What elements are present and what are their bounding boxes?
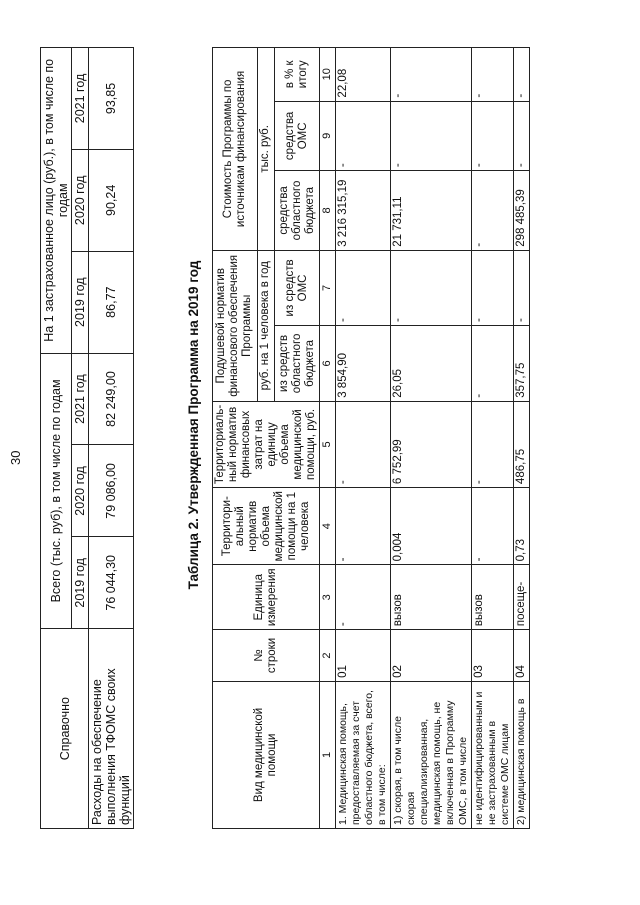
header-cost-oms: средства ОМС [275,101,320,171]
table-row [514,48,530,829]
header-pc-oms: из средств ОМС [275,250,320,325]
header-kind: Вид медицинской помощи [213,681,320,828]
row-pct: - [514,48,530,102]
col-number: 6 [320,326,336,402]
header-cost: Стоимость Программы по источникам финансирования [213,48,258,251]
header-norm-cost: Территориаль-ный норматив финансовых затрат на единицу объема медицинской помощи, руб. [213,401,320,487]
row-kind: не идентифицированным и не застрахованным в системе ОМС лицам [472,681,514,828]
row-no: 01 [336,630,391,682]
year-header: 2019 год [72,537,89,629]
col-number: 9 [320,101,336,171]
col-number: 10 [320,48,336,102]
header-cost-pct: в % к итогу [275,48,320,102]
row-pc-budget: 357,75 [514,326,530,402]
row-kind: 2) медицинская помощь в [514,681,530,828]
table-row [391,48,472,829]
header-row-no: № строки [213,630,320,682]
row-cost-oms: - [391,101,472,171]
row-kind: 1. Медицинская помощь, предоставляемая за счет областного бюджета, всего, в том числе: [336,681,391,828]
row-pct: - [472,48,514,102]
row-pc-oms: - [336,250,391,325]
table-row [472,48,514,829]
header-pc-budget: из средств областного бюджета [275,326,320,402]
row-norm-volume: 0,004 [391,488,472,565]
row-unit: вызов [391,565,472,630]
summary-cell: 90,24 [89,149,134,251]
row-norm-volume: - [336,488,391,565]
col-number: 3 [320,565,336,630]
year-header: 2021 год [72,353,89,445]
year-header: 2020 год [72,445,89,537]
row-cost-oms: - [514,101,530,171]
row-no: 02 [391,630,472,682]
row-cost-budget: 3 216 315,19 [336,171,391,251]
row-pc-oms: - [391,250,472,325]
row-pc-oms: - [514,250,530,325]
row-no: 04 [514,630,530,682]
summary-cell: 86,77 [89,251,134,353]
summary-cell: 82 249,00 [89,353,134,445]
page-number: 30 [8,450,23,465]
row-pct: - [391,48,472,102]
summary-row-label: Расходы на обеспечение выполнения ТФОМС своих функций [89,629,134,829]
table-title: Таблица 2. Утвержденная Программа на 2019 год [186,260,201,590]
row-pc-budget: 3 854,90 [336,326,391,402]
row-pct: 22,08 [336,48,391,102]
summary-cell: 93,85 [89,48,134,150]
row-cost-budget: 21 731,11 [391,171,472,251]
row-norm-cost: - [336,401,391,487]
col-number: 8 [320,171,336,251]
summary-table [40,47,134,829]
col-number: 4 [320,488,336,565]
col-number: 2 [320,630,336,682]
summary-header-total: Всего (тыс. руб), в том числе по годам [41,353,72,629]
row-norm-cost: - [472,401,514,487]
row-cost-oms: - [472,101,514,171]
year-header: 2021 год [72,48,89,150]
col-number: 5 [320,401,336,487]
header-cost-unit: тыс. руб. [257,48,274,251]
col-number: 1 [320,681,336,828]
row-norm-cost: 486,75 [514,401,530,487]
row-pc-oms: - [472,250,514,325]
row-no: 03 [472,630,514,682]
table-row [336,48,391,829]
header-per-capita: Подушевой норматив финансового обеспечения Программы [213,250,258,401]
program-table [212,47,530,829]
summary-cell: 79 086,00 [89,445,134,537]
header-norm-volume: Территори-альный норматив объема медицинской помощи на 1 человека [213,488,320,565]
row-cost-oms: - [336,101,391,171]
row-norm-cost: 6 752,99 [391,401,472,487]
year-header: 2019 год [72,251,89,353]
row-unit: - [336,565,391,630]
summary-header-per-person: На 1 застрахованное лицо (руб.), в том числе по годам [41,48,72,354]
year-header: 2020 год [72,149,89,251]
row-unit: вызов [472,565,514,630]
summary-cell: 76 044,30 [89,537,134,629]
row-norm-volume: 0,73 [514,488,530,565]
header-unit: Единица измерения [213,565,320,630]
row-unit: посеще- [514,565,530,630]
row-pc-budget: 26,05 [391,326,472,402]
summary-header-main: Справочно [41,629,89,829]
header-per-capita-unit: руб. на 1 человека в год [257,250,274,401]
row-cost-budget: - [472,171,514,251]
row-norm-volume: - [472,488,514,565]
header-cost-budget: средства областного бюджета [275,171,320,251]
col-number: 7 [320,250,336,325]
row-cost-budget: 298 485,39 [514,171,530,251]
row-pc-budget: - [472,326,514,402]
row-kind: 1) скорая, в том числе скорая специализированная, медицинская помощь, не включенная в Программу ОМС, в том числе [391,681,472,828]
